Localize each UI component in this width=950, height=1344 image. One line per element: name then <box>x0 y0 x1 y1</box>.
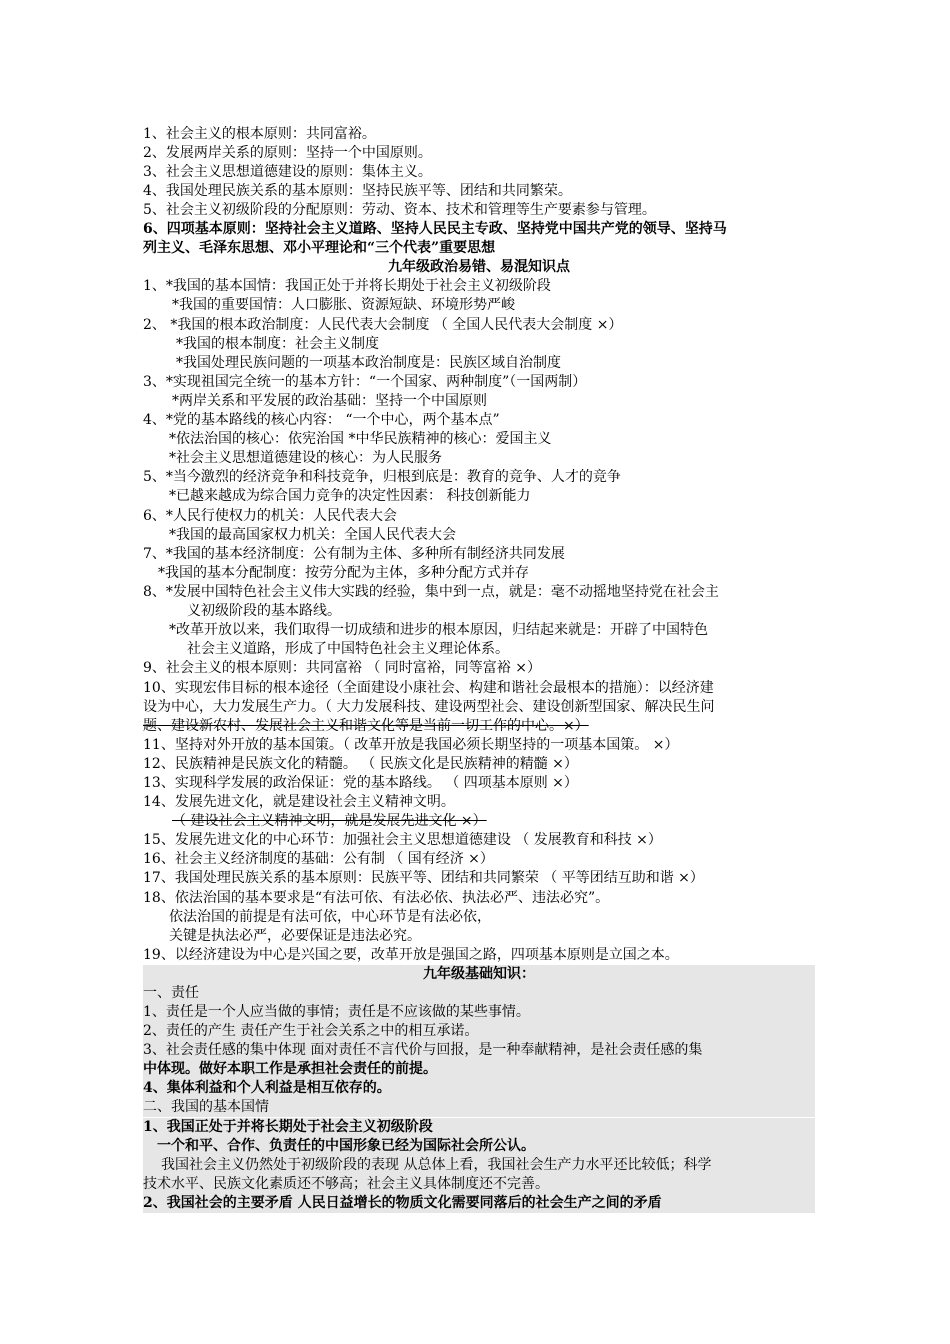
text-line: *我国处理民族问题的一项基本政治制度是：民族区域自治制度 <box>176 355 561 371</box>
text-line: 1、我国正处于并将长期处于社会主义初级阶段 <box>143 1118 815 1137</box>
text-line: 设为中心，大力发展生产力。（ 大力发展科技、建设两型社会、建设创新型国家、解决民生问 <box>143 699 715 715</box>
text-line: 5、社会主义初级阶段的分配原则：劳动、资本、技术和管理等生产要素参与管理。 <box>143 202 656 218</box>
text-line: *我国的重要国情：人口膨胀、资源短缺、环境形势严峻 <box>172 297 515 313</box>
text-line: 1、*我国的基本国情：我国正处于并将长期处于社会主义初级阶段 <box>143 278 551 294</box>
text-line: 中体现。做好本职工作是承担社会责任的前提。 <box>143 1060 815 1079</box>
text-line: *我国的最高国家权力机关：全国人民代表大会 <box>169 527 456 543</box>
text-line: 我国社会主义仍然处于初级阶段的表现 从总体上看，我国社会生产力水平还比较低；科学 <box>143 1156 815 1175</box>
text-line: 7、*我国的基本经济制度：公有制为主体、多种所有制经济共同发展 <box>143 546 565 562</box>
text-line: 16、社会主义经济制度的基础：公有制 （ 国有经济 ×） <box>143 851 494 867</box>
text-line: 3、*实现祖国完全统一的基本方针：“一个国家、两种制度”（一国两制） <box>143 374 587 390</box>
text-line: 依法治国的前提是有法可依，中心环节是有法必依， <box>169 909 491 925</box>
section-heading: 九年级政治易错、易混知识点 <box>388 259 570 275</box>
text-line: 11、坚持对外开放的基本国策。（ 改革开放是我国必须长期坚持的一项基本国策。 ×） <box>143 737 679 753</box>
text-line: *已越来越成为综合国力竞争的决定性因素： 科技创新能力 <box>169 488 531 504</box>
text-line: 4、*党的基本路线的核心内容： “一个中心，两个基本点” <box>143 412 500 428</box>
text-line: 14、发展先进文化，就是建设社会主义精神文明。 <box>143 794 455 810</box>
text-line: 12、民族精神是民族文化的精髓。 （ 民族文化是民族精神的精髓 ×） <box>143 756 578 772</box>
text-line: *我国的根本制度：社会主义制度 <box>176 336 379 352</box>
text-line: 15、发展先进文化的中心环节：加强社会主义思想道德建设 （ 发展教育和科技 ×） <box>143 832 662 848</box>
text-line: 社会主义道路，形成了中国特色社会主义理论体系。 <box>187 641 509 657</box>
text-line: *我国的基本分配制度：按劳分配为主体，多种分配方式并存 <box>158 565 529 581</box>
text-line: 19、以经济建设为中心是兴国之要，改革开放是强国之路，四项基本原则是立国之本。 <box>143 947 679 963</box>
text-line: 2、责任的产生 责任产生于社会关系之中的相互承诺。 <box>143 1022 815 1041</box>
text-line: 义初级阶段的基本路线。 <box>187 603 341 619</box>
text-line: 关键是执法必严，必要保证是违法必究。 <box>169 928 421 944</box>
text-line: 4、集体利益和个人利益是相互依存的。 <box>143 1079 815 1098</box>
text-line: 1、社会主义的根本原则：共同富裕。 <box>143 126 376 142</box>
text-line: 17、我国处理民族关系的基本原则：民族平等、团结和共同繁荣 （ 平等团结互助和谐 ×） <box>143 870 704 886</box>
text-line: 13、实现科学发展的政治保证：党的基本路线。 （ 四项基本原则 ×） <box>143 775 578 791</box>
text-line: 3、社会主义思想道德建设的原则：集体主义。 <box>143 164 432 180</box>
text-line: 8、*发展中国特色社会主义伟大实践的经验，集中到一点，就是：毫不动摇地坚持党在社会主 <box>143 584 719 600</box>
text-line: 10、实现宏伟目标的根本途径（全面建设小康社会、构建和谐社会最根本的措施）：以经济建 <box>143 680 714 696</box>
text-line: （ 建设社会主义精神文明，就是发展先进文化 ×） <box>172 813 487 829</box>
text-line: 技术水平、民族文化素质还不够高；社会主义具体制度还不完善。 <box>143 1175 815 1194</box>
text-line: 4、我国处理民族关系的基本原则：坚持民族平等、团结和共同繁荣。 <box>143 183 572 199</box>
subheading: 一、责任 <box>143 984 815 1003</box>
section-heading: 九年级基础知识： <box>143 965 815 984</box>
text-line: 3、社会责任感的集中体现 面对责任不言代价与回报，是一种奉献精神，是社会责任感的集 <box>143 1041 815 1060</box>
text-line: 2、我国社会的主要矛盾 人民日益增长的物质文化需要同落后的社会生产之间的矛盾 <box>143 1194 815 1213</box>
text-line: 列主义、毛泽东思想、邓小平理论和“三个代表”重要思想 <box>143 240 496 256</box>
text-line: 9、社会主义的根本原则：共同富裕 （ 同时富裕，同等富裕 ×） <box>143 660 541 676</box>
text-line: *依法治国的核心：依宪治国 *中华民族精神的核心：爱国主义 <box>169 431 552 447</box>
text-line: 18、依法治国的基本要求是“有法可依、有法必依、执法必严、违法必究”。 <box>143 890 610 906</box>
subheading: 二、我国的基本国情 <box>143 1098 815 1117</box>
text-line: 题、建设新农村、发展社会主义和谐文化等是当前一切工作的中心。×） <box>143 718 589 734</box>
text-line: 2、 *我国的根本政治制度：人民代表大会制度 （ 全国人民代表大会制度 ×） <box>143 317 623 333</box>
text-line: *社会主义思想道德建设的核心：为人民服务 <box>169 450 442 466</box>
text-line: *两岸关系和平发展的政治基础：坚持一个中国原则 <box>172 393 487 409</box>
text-line: 5、*当今激烈的经济竞争和科技竞争，归根到底是：教育的竞争、人才的竞争 <box>143 469 621 485</box>
text-line: *改革开放以来，我们取得一切成绩和进步的根本原因，归结起来就是：开辟了中国特色 <box>169 622 708 638</box>
text-line: 一个和平、合作、负责任的中国形象已经为国际社会所公认。 <box>143 1137 815 1156</box>
text-line: 2、发展两岸关系的原则：坚持一个中国原则。 <box>143 145 432 161</box>
text-line: 6、四项基本原则：坚持社会主义道路、坚持人民民主专政、坚持党中国共产党的领导、坚持马 <box>143 221 727 237</box>
text-line: 1、责任是一个人应当做的事情；责任是不应该做的某些事情。 <box>143 1003 815 1022</box>
text-line: 6、*人民行使权力的机关：人民代表大会 <box>143 508 397 524</box>
